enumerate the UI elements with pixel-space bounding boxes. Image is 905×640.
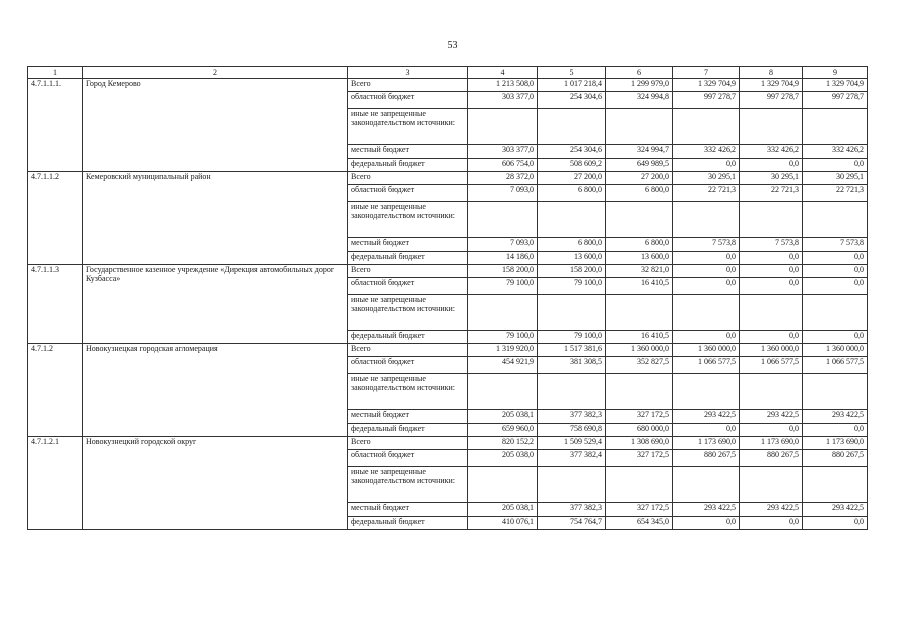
value-cell: 0,0: [673, 159, 740, 172]
value-cell: 6 800,0: [538, 238, 606, 252]
value-cell: [803, 295, 868, 331]
header-cell: 8: [740, 67, 803, 79]
value-cell: 205 038,1: [468, 503, 538, 517]
value-cell: 0,0: [673, 331, 740, 344]
value-cell: 7 573,8: [673, 238, 740, 252]
value-cell: 327 172,5: [606, 410, 673, 424]
header-cell: 4: [468, 67, 538, 79]
value-cell: 377 382,4: [538, 450, 606, 467]
value-cell: 27 200,0: [606, 172, 673, 185]
value-cell: 659 960,0: [468, 424, 538, 437]
value-cell: 6 800,0: [606, 185, 673, 202]
value-cell: 0,0: [673, 517, 740, 530]
value-cell: [673, 295, 740, 331]
value-cell: 22 721,3: [673, 185, 740, 202]
value-cell: 1 360 000,0: [740, 344, 803, 357]
header-cell: 3: [348, 67, 468, 79]
value-cell: 649 989,5: [606, 159, 673, 172]
value-cell: 332 426,2: [803, 145, 868, 159]
value-cell: 1 360 000,0: [606, 344, 673, 357]
value-cell: 158 200,0: [468, 265, 538, 278]
value-cell: 0,0: [740, 265, 803, 278]
value-cell: 13 600,0: [606, 252, 673, 265]
value-cell: 1 066 577,5: [673, 357, 740, 374]
value-cell: 997 278,7: [673, 92, 740, 109]
value-cell: 254 304,6: [538, 145, 606, 159]
row-name: Кемеровский муниципальный район: [83, 172, 348, 265]
value-cell: 0,0: [803, 252, 868, 265]
value-cell: 1 360 000,0: [673, 344, 740, 357]
value-cell: [803, 109, 868, 145]
funding-source: федеральный бюджет: [348, 252, 468, 265]
value-cell: 997 278,7: [740, 92, 803, 109]
value-cell: 0,0: [803, 159, 868, 172]
table-row: [28, 79, 868, 92]
value-cell: [468, 202, 538, 238]
value-cell: 0,0: [740, 278, 803, 295]
table-row: [28, 265, 868, 278]
value-cell: [538, 202, 606, 238]
value-cell: 1 319 920,0: [468, 344, 538, 357]
value-cell: [468, 109, 538, 145]
funding-source: Всего: [348, 265, 468, 278]
value-cell: 606 754,0: [468, 159, 538, 172]
funding-source: федеральный бюджет: [348, 331, 468, 344]
row-code: 4.7.1.1.2: [28, 172, 83, 265]
value-cell: 880 267,5: [740, 450, 803, 467]
header-cell: 6: [606, 67, 673, 79]
table-row: [28, 437, 868, 450]
row-name: Новокузнецкий городской округ: [83, 437, 348, 530]
funding-source: областной бюджет: [348, 92, 468, 109]
funding-source: иные не запрещенные законодательством источники:: [348, 109, 468, 145]
value-cell: 820 152,2: [468, 437, 538, 450]
budget-table: [27, 66, 868, 530]
value-cell: [740, 374, 803, 410]
row-name: Город Кемерово: [83, 79, 348, 172]
value-cell: 22 721,3: [803, 185, 868, 202]
value-cell: 16 410,5: [606, 278, 673, 295]
value-cell: 332 426,2: [740, 145, 803, 159]
value-cell: 0,0: [803, 517, 868, 530]
value-cell: 293 422,5: [803, 410, 868, 424]
header-cell: 2: [83, 67, 348, 79]
value-cell: 205 038,0: [468, 450, 538, 467]
value-cell: 880 267,5: [673, 450, 740, 467]
funding-source: федеральный бюджет: [348, 159, 468, 172]
value-cell: 158 200,0: [538, 265, 606, 278]
value-cell: 758 690,8: [538, 424, 606, 437]
value-cell: 7 573,8: [803, 238, 868, 252]
value-cell: 0,0: [803, 265, 868, 278]
funding-source: иные не запрещенные законодательством источники:: [348, 202, 468, 238]
value-cell: [740, 295, 803, 331]
value-cell: 293 422,5: [673, 410, 740, 424]
funding-source: федеральный бюджет: [348, 517, 468, 530]
value-cell: 1 173 690,0: [803, 437, 868, 450]
value-cell: 14 186,0: [468, 252, 538, 265]
value-cell: [740, 109, 803, 145]
value-cell: 13 600,0: [538, 252, 606, 265]
header-cell: 1: [28, 67, 83, 79]
header-cell: 5: [538, 67, 606, 79]
value-cell: 377 382,3: [538, 503, 606, 517]
row-code: 4.7.1.2.1: [28, 437, 83, 530]
row-name: Государственное казенное учреждение «Дирекция автомобильных дорог Кузбасса»: [83, 265, 348, 344]
value-cell: 0,0: [803, 278, 868, 295]
value-cell: [468, 467, 538, 503]
value-cell: 1 360 000,0: [803, 344, 868, 357]
value-cell: [538, 467, 606, 503]
value-cell: 303 377,0: [468, 145, 538, 159]
funding-source: иные не запрещенные законодательством источники:: [348, 295, 468, 331]
funding-source: областной бюджет: [348, 450, 468, 467]
value-cell: 324 994,8: [606, 92, 673, 109]
value-cell: 30 295,1: [740, 172, 803, 185]
header-row: [28, 67, 868, 79]
table-row: [28, 344, 868, 357]
value-cell: 1 329 704,9: [803, 79, 868, 92]
value-cell: 1 329 704,9: [673, 79, 740, 92]
row-code: 4.7.1.1.1.: [28, 79, 83, 172]
funding-source: областной бюджет: [348, 278, 468, 295]
value-cell: [673, 109, 740, 145]
value-cell: [538, 109, 606, 145]
value-cell: 0,0: [673, 265, 740, 278]
value-cell: 880 267,5: [803, 450, 868, 467]
funding-source: иные не запрещенные законодательством источники:: [348, 374, 468, 410]
value-cell: 28 372,0: [468, 172, 538, 185]
value-cell: 410 076,1: [468, 517, 538, 530]
value-cell: 0,0: [740, 252, 803, 265]
value-cell: 0,0: [803, 331, 868, 344]
value-cell: [803, 467, 868, 503]
value-cell: 0,0: [740, 331, 803, 344]
value-cell: 16 410,5: [606, 331, 673, 344]
value-cell: 377 382,3: [538, 410, 606, 424]
value-cell: 327 172,5: [606, 503, 673, 517]
value-cell: 0,0: [673, 424, 740, 437]
value-cell: 7 093,0: [468, 238, 538, 252]
value-cell: 205 038,1: [468, 410, 538, 424]
value-cell: [673, 202, 740, 238]
value-cell: 1 173 690,0: [673, 437, 740, 450]
value-cell: 1 299 979,0: [606, 79, 673, 92]
value-cell: 0,0: [673, 278, 740, 295]
value-cell: 6 800,0: [606, 238, 673, 252]
value-cell: 6 800,0: [538, 185, 606, 202]
value-cell: 332 426,2: [673, 145, 740, 159]
value-cell: 303 377,0: [468, 92, 538, 109]
value-cell: 32 821,0: [606, 265, 673, 278]
funding-source: иные не запрещенные законодательством источники:: [348, 467, 468, 503]
value-cell: 1 329 704,9: [740, 79, 803, 92]
value-cell: 27 200,0: [538, 172, 606, 185]
value-cell: [673, 467, 740, 503]
value-cell: [740, 467, 803, 503]
value-cell: 324 994,7: [606, 145, 673, 159]
value-cell: 22 721,3: [740, 185, 803, 202]
table-body: [28, 79, 868, 530]
value-cell: [468, 295, 538, 331]
value-cell: 680 000,0: [606, 424, 673, 437]
value-cell: 0,0: [740, 424, 803, 437]
value-cell: 0,0: [673, 252, 740, 265]
value-cell: 1 173 690,0: [740, 437, 803, 450]
header-cell: 7: [673, 67, 740, 79]
funding-source: местный бюджет: [348, 238, 468, 252]
value-cell: 1 509 529,4: [538, 437, 606, 450]
page-number: 53: [447, 40, 458, 51]
value-cell: [606, 109, 673, 145]
value-cell: 1 213 508,0: [468, 79, 538, 92]
value-cell: [606, 295, 673, 331]
value-cell: [606, 202, 673, 238]
value-cell: 30 295,1: [673, 172, 740, 185]
value-cell: 30 295,1: [803, 172, 868, 185]
value-cell: 1 308 690,0: [606, 437, 673, 450]
value-cell: 293 422,5: [803, 503, 868, 517]
value-cell: [538, 374, 606, 410]
row-name: Новокузнецкая городская агломерация: [83, 344, 348, 437]
value-cell: [538, 295, 606, 331]
value-cell: 0,0: [740, 159, 803, 172]
funding-source: областной бюджет: [348, 357, 468, 374]
value-cell: 79 100,0: [468, 331, 538, 344]
value-cell: 352 827,5: [606, 357, 673, 374]
value-cell: 0,0: [803, 424, 868, 437]
funding-source: местный бюджет: [348, 145, 468, 159]
value-cell: [803, 202, 868, 238]
value-cell: [606, 467, 673, 503]
value-cell: 0,0: [740, 517, 803, 530]
funding-source: Всего: [348, 437, 468, 450]
value-cell: 1 066 577,5: [803, 357, 868, 374]
value-cell: 7 093,0: [468, 185, 538, 202]
funding-source: местный бюджет: [348, 410, 468, 424]
value-cell: 327 172,5: [606, 450, 673, 467]
value-cell: 1 517 381,6: [538, 344, 606, 357]
value-cell: [740, 202, 803, 238]
value-cell: 79 100,0: [468, 278, 538, 295]
value-cell: [606, 374, 673, 410]
value-cell: 293 422,5: [740, 410, 803, 424]
value-cell: 293 422,5: [673, 503, 740, 517]
value-cell: 79 100,0: [538, 278, 606, 295]
table-row: [28, 172, 868, 185]
value-cell: 454 921,9: [468, 357, 538, 374]
row-code: 4.7.1.1.3: [28, 265, 83, 344]
value-cell: 1 066 577,5: [740, 357, 803, 374]
value-cell: 79 100,0: [538, 331, 606, 344]
funding-source: областной бюджет: [348, 185, 468, 202]
row-code: 4.7.1.2: [28, 344, 83, 437]
value-cell: [673, 374, 740, 410]
funding-source: федеральный бюджет: [348, 424, 468, 437]
value-cell: 654 345,0: [606, 517, 673, 530]
funding-source: Всего: [348, 172, 468, 185]
value-cell: 293 422,5: [740, 503, 803, 517]
value-cell: [468, 374, 538, 410]
header-cell: 9: [803, 67, 868, 79]
value-cell: 7 573,8: [740, 238, 803, 252]
funding-source: местный бюджет: [348, 503, 468, 517]
value-cell: 381 308,5: [538, 357, 606, 374]
value-cell: 1 017 218,4: [538, 79, 606, 92]
value-cell: [803, 374, 868, 410]
value-cell: 254 304,6: [538, 92, 606, 109]
funding-source: Всего: [348, 79, 468, 92]
funding-source: Всего: [348, 344, 468, 357]
value-cell: 754 764,7: [538, 517, 606, 530]
value-cell: 997 278,7: [803, 92, 868, 109]
value-cell: 508 609,2: [538, 159, 606, 172]
